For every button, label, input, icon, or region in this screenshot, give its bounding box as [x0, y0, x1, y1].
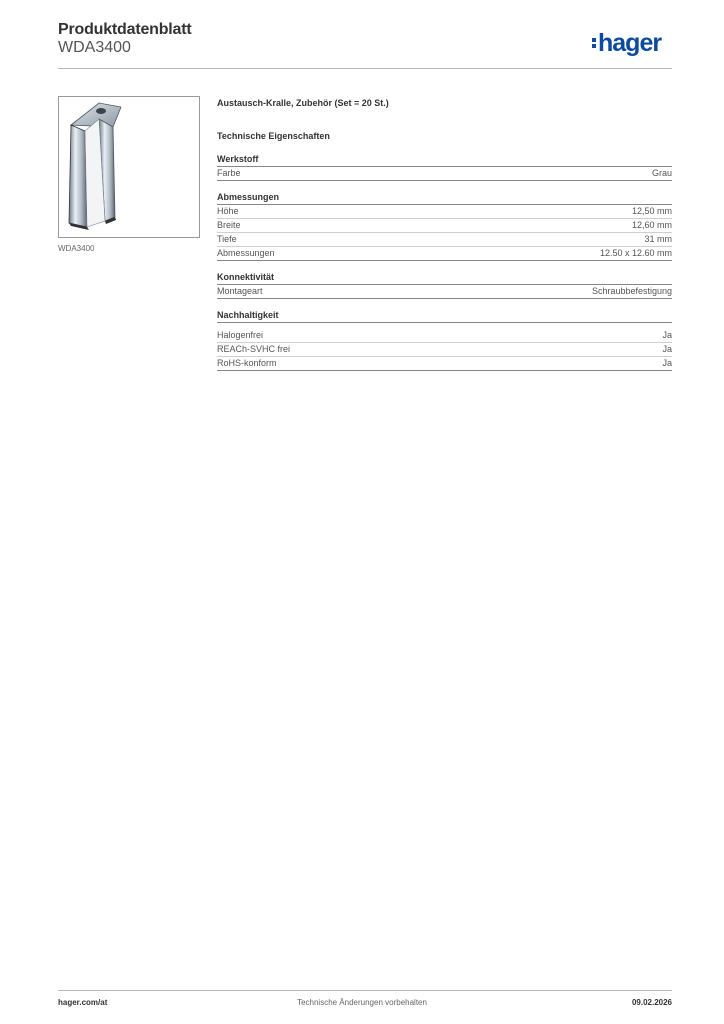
spec-value: 31 mm — [644, 234, 672, 244]
footer-website-link[interactable]: hager.com/at — [58, 998, 108, 1007]
spec-label: Montageart — [217, 286, 263, 296]
section-title: Abmessungen — [217, 192, 672, 205]
spec-row — [217, 285, 672, 299]
spec-label: Halogenfrei — [217, 330, 264, 340]
footer-date: 09.02.2026 — [631, 998, 672, 1007]
spec-value: Schraubbefestigung — [591, 286, 672, 296]
spec-value: Ja — [662, 344, 672, 354]
product-number: WDA3400 — [58, 39, 131, 56]
footer-divider — [58, 990, 672, 991]
section-title: Nachhaltigkeit — [217, 310, 672, 323]
header-divider — [58, 68, 672, 69]
spec-row — [217, 233, 672, 247]
spec-label: Abmessungen — [217, 248, 275, 258]
spec-label: Breite — [217, 220, 241, 230]
section-abmessungen — [217, 192, 672, 261]
footer-notice: Technische Änderungen vorbehalten — [297, 998, 427, 1007]
section-konnektivitaet — [217, 272, 672, 299]
spec-value: Grau — [651, 168, 672, 178]
spec-row — [217, 343, 672, 357]
spec-label: Tiefe — [217, 234, 237, 244]
tech-heading: Technische Eigenschaften — [217, 131, 330, 141]
spec-value: 12,60 mm — [631, 220, 672, 230]
spec-row — [217, 329, 672, 343]
spec-row — [217, 247, 672, 261]
section-werkstoff — [217, 154, 672, 181]
spec-row — [217, 357, 672, 371]
spec-value: Ja — [662, 358, 672, 368]
image-caption: WDA3400 — [58, 244, 95, 253]
document-title: Produktdatenblatt — [58, 21, 192, 38]
product-image — [58, 96, 200, 238]
hager-logo — [592, 28, 661, 58]
product-description: Austausch-Kralle, Zubehör (Set = 20 St.) — [217, 98, 389, 108]
spec-label: Höhe — [217, 206, 239, 216]
spec-row — [217, 219, 672, 233]
spec-value: 12,50 mm — [631, 206, 672, 216]
logo-dots-icon — [592, 37, 596, 49]
section-title: Konnektivität — [217, 272, 672, 285]
section-nachhaltigkeit — [217, 310, 672, 371]
spec-label: RoHS-konform — [217, 358, 277, 368]
spec-value: 12.50 x 12.60 mm — [599, 248, 672, 258]
claw-clip-icon — [59, 97, 199, 237]
spec-row — [217, 205, 672, 219]
logo-wordmark: hager — [598, 28, 662, 57]
spec-label: REACh-SVHC frei — [217, 344, 291, 354]
spec-value: Ja — [662, 330, 672, 340]
section-title: Werkstoff — [217, 154, 672, 167]
spec-label: Farbe — [217, 168, 241, 178]
spec-content — [217, 96, 672, 371]
spec-row — [217, 167, 672, 181]
